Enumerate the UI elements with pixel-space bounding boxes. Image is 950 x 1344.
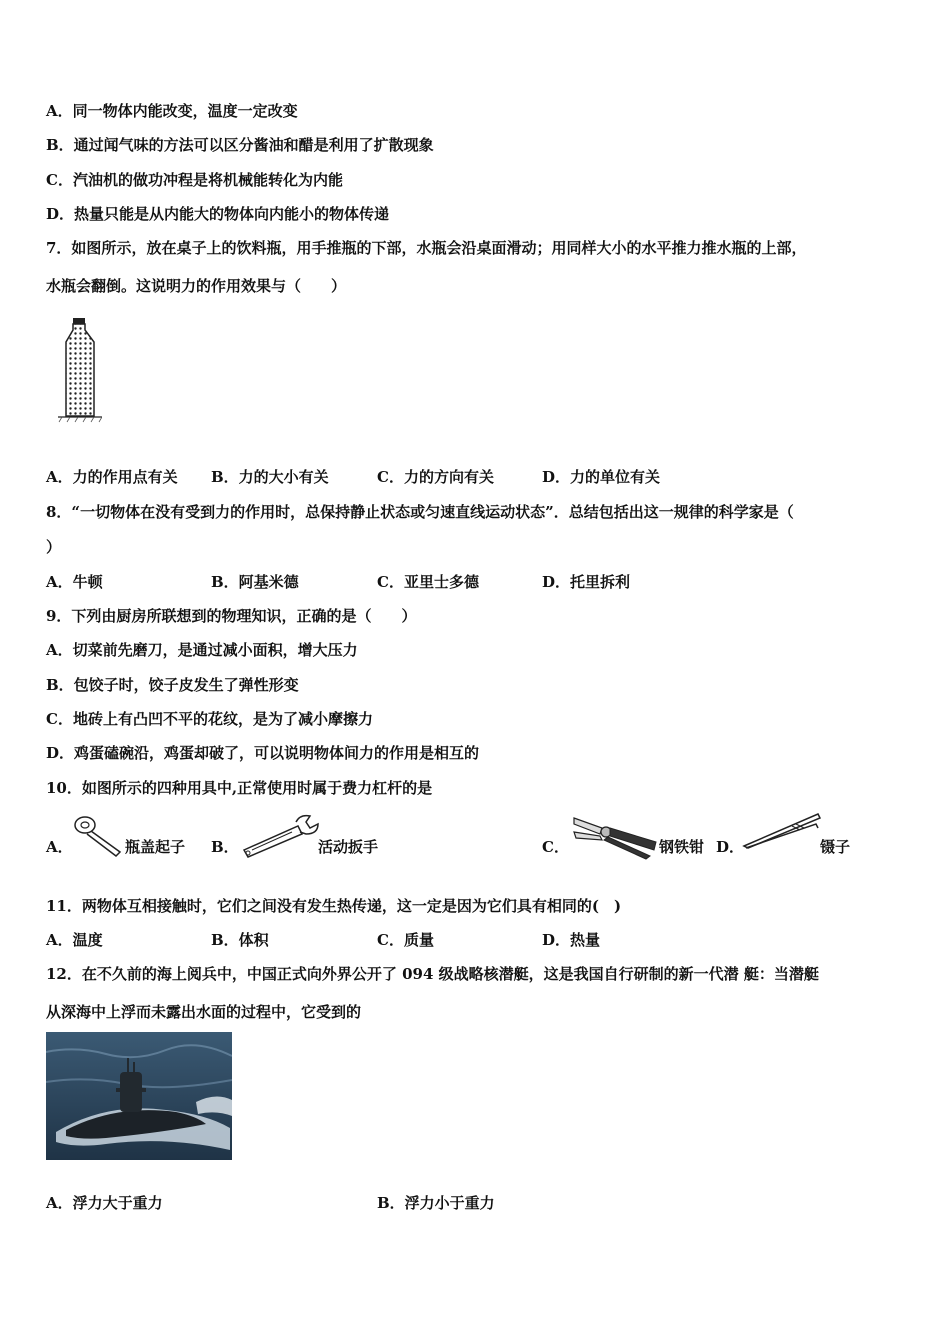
q7-stem-line1: 7．如图所示，放在桌子上的饮料瓶，用手推瓶的下部，水瓶会沿桌面滑动；用同样大小的水平推力推水瓶的上部， [46, 239, 807, 257]
q10-option-d-label: 镊子 [820, 838, 851, 856]
q8-option-b: B．阿基米德 [211, 573, 299, 591]
q8-option-a: A．牛顿 [46, 573, 103, 591]
q10-stem: 10．如图所示的四种用具中,正常使用时属于费力杠杆的是 [46, 779, 433, 797]
q11-stem: 11．两物体互相接触时，它们之间没有发生热传递，这一定是因为它们具有相同的( ) [46, 897, 622, 915]
q7-option-d: D．力的单位有关 [542, 468, 661, 486]
q12-option-a: A．浮力大于重力 [46, 1194, 163, 1212]
q8-option-d: D．托里拆利 [542, 573, 631, 591]
submarine-photo [46, 1032, 232, 1160]
bottle-body [66, 324, 94, 416]
q8-stem-line2: ） [46, 538, 62, 556]
q12-stem-line2: 从深海中上浮而未露出水面的过程中，它受到的 [46, 1003, 362, 1021]
q10-option-c-label: 钢铁钳 [659, 838, 705, 856]
q9-option-b: B．包饺子时，饺子皮发生了弹性形变 [46, 676, 299, 694]
q10-option-a-letter: A． [46, 838, 73, 856]
q6-option-c: C．汽油机的做功冲程是将机械能转化为内能 [46, 171, 343, 189]
bottle-cap [73, 318, 85, 324]
pliers-icon [572, 812, 660, 860]
q8-stem-line1: 8．“一切物体在没有受到力的作用时，总保持静止状态或匀速直线运动状态”．总结包括出这一规律的科学家是（ [46, 503, 794, 521]
bottle-figure [58, 316, 102, 424]
q9-option-a: A．切菜前先磨刀，是通过减小面积，增大压力 [46, 641, 358, 659]
q10-option-c-letter: C． [542, 838, 569, 856]
q12-stem-line1: 12．在不久前的海上阅兵中，中国正式向外界公开了 094 级战略核潜艇，这是我国自行研制的新一代潜 艇：当潜艇 [46, 965, 819, 983]
q7-option-b: B．力的大小有关 [211, 468, 329, 486]
q11-option-c: C．质量 [377, 931, 434, 949]
tweezers-icon [742, 810, 822, 850]
q6-option-d: D．热量只能是从内能大的物体向内能小的物体传递 [46, 205, 390, 223]
q7-stem-line2: 水瓶会翻倒。这说明力的作用效果与（ ） [46, 277, 347, 295]
q10-option-a-label: 瓶盖起子 [125, 838, 186, 856]
q6-option-b: B．通过闻气味的方法可以区分酱油和醋是利用了扩散现象 [46, 136, 434, 154]
adjustable-wrench-icon [238, 812, 320, 860]
q10-option-b-label: 活动扳手 [318, 838, 379, 856]
q12-option-b: B．浮力小于重力 [377, 1194, 495, 1212]
q7-option-c: C．力的方向有关 [377, 468, 494, 486]
q10-option-b-letter: B． [211, 838, 239, 856]
q11-option-b: B．体积 [211, 931, 269, 949]
q8-option-c: C．亚里士多德 [377, 573, 479, 591]
q9-stem: 9．下列由厨房所联想到的物理知识，正确的是（ ） [46, 607, 417, 625]
bottle-opener-icon [72, 814, 126, 858]
q6-option-a: A．同一物体内能改变，温度一定改变 [46, 102, 298, 120]
q9-option-d: D．鸡蛋磕碗沿，鸡蛋却破了，可以说明物体间力的作用是相互的 [46, 744, 480, 762]
q10-option-d-letter: D． [716, 838, 745, 856]
q7-option-a: A．力的作用点有关 [46, 468, 178, 486]
q11-option-d: D．热量 [542, 931, 601, 949]
q9-option-c: C．地砖上有凸凹不平的花纹，是为了减小摩擦力 [46, 710, 373, 728]
q11-option-a: A．温度 [46, 931, 103, 949]
